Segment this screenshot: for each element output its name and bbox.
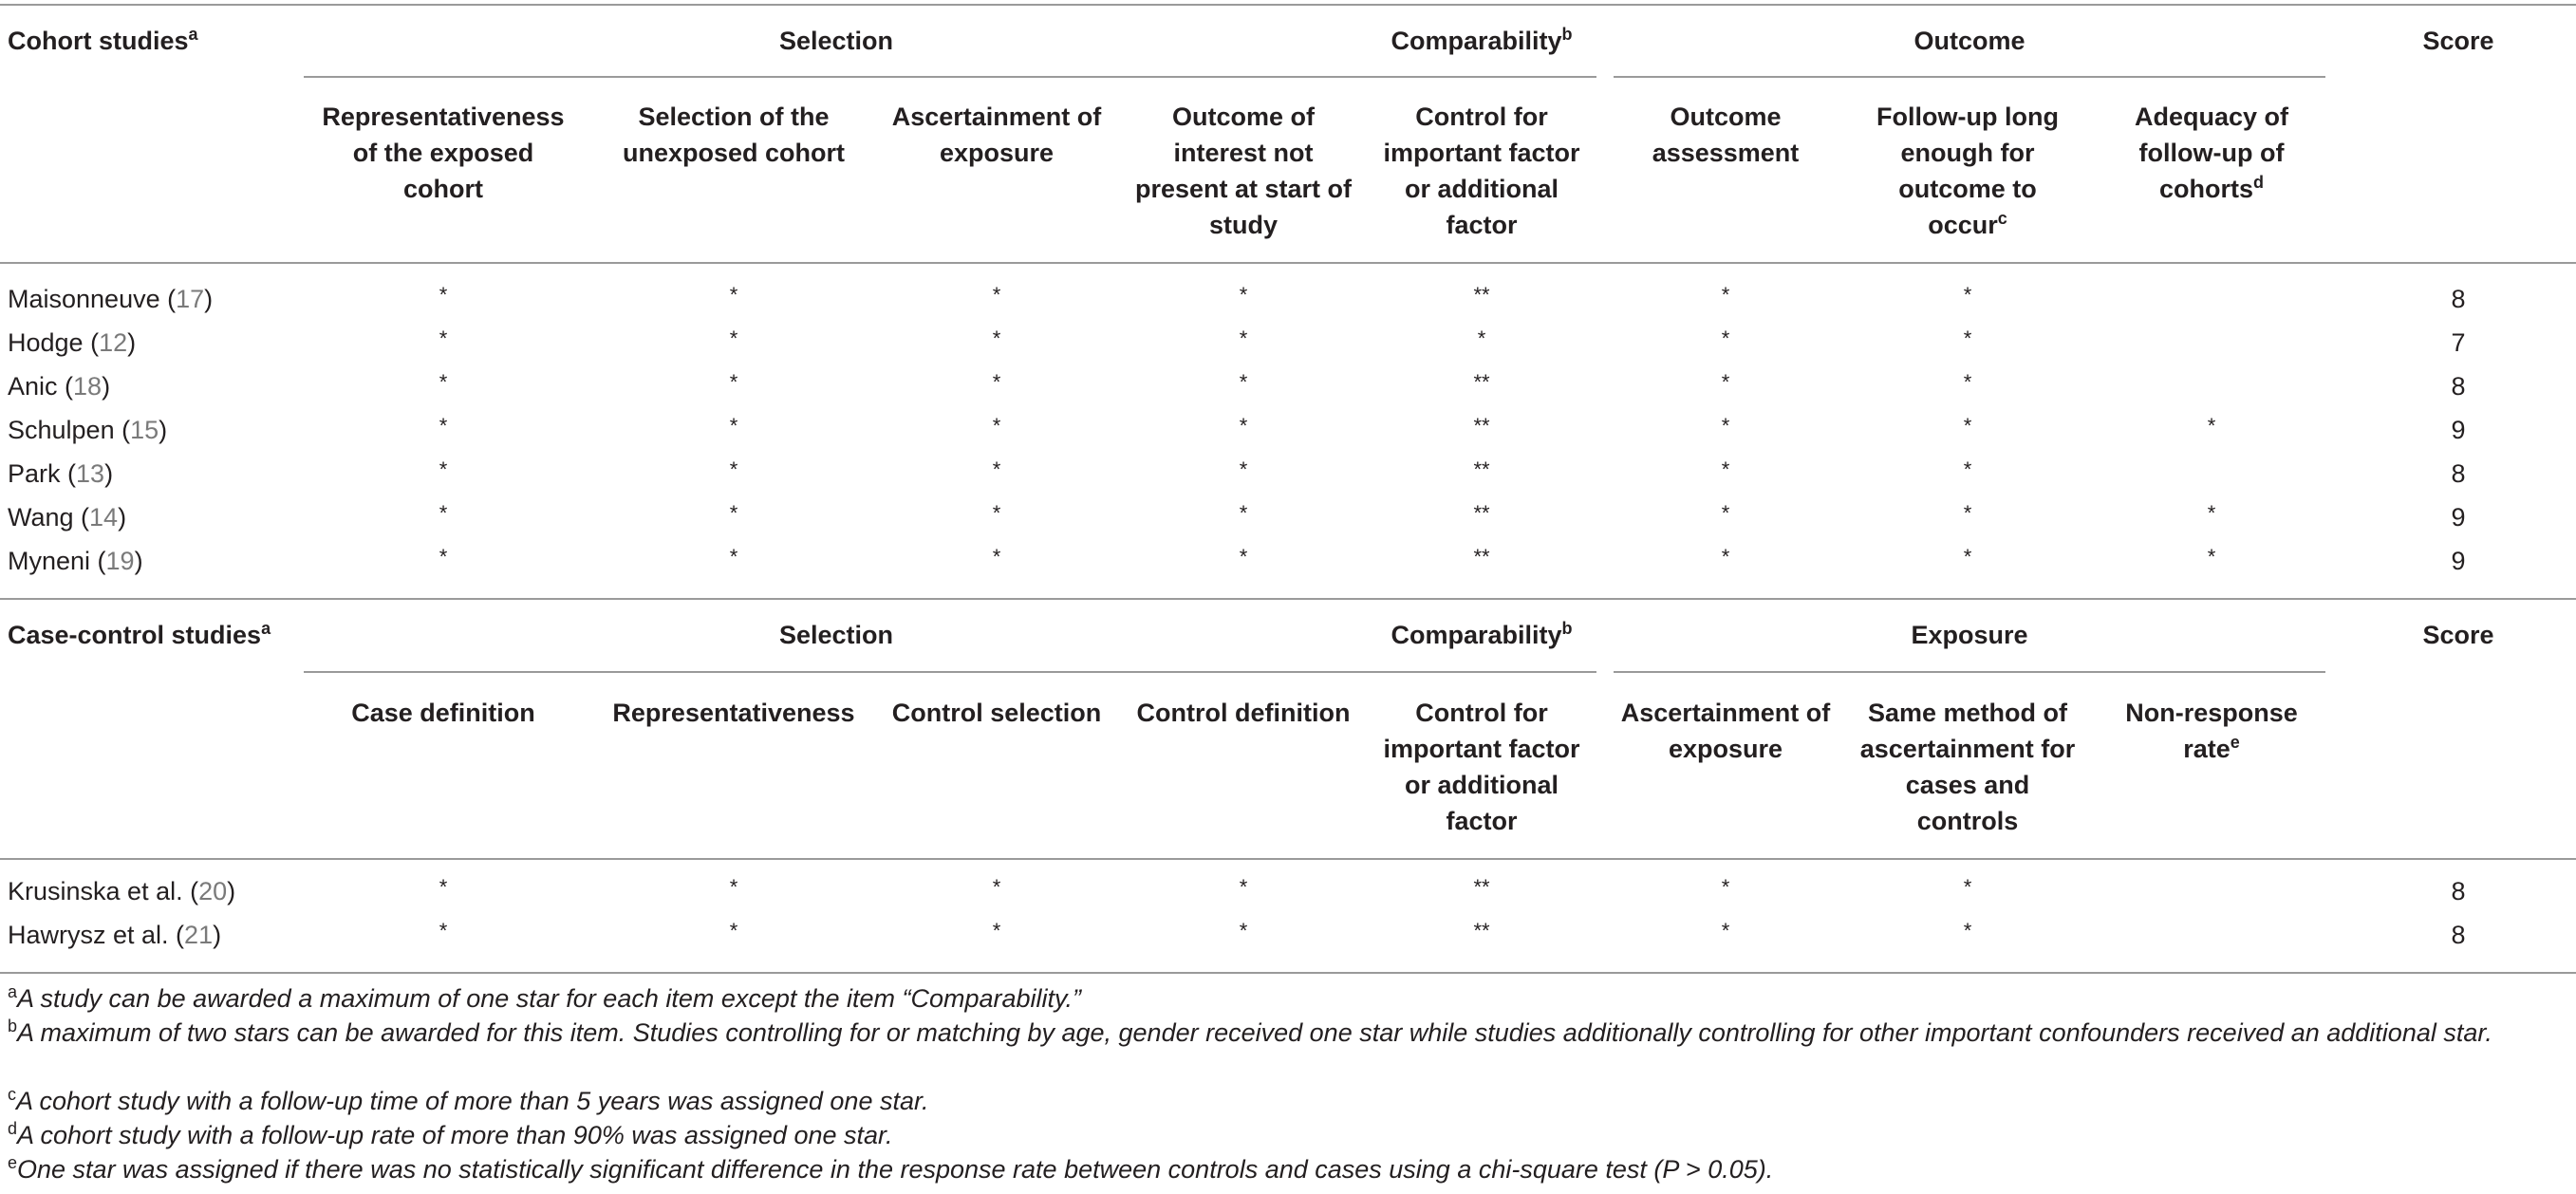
cohort-star-cell: *	[1963, 283, 1972, 307]
rule-cc-comparability	[1367, 671, 1596, 673]
cc-star-cell: *	[1239, 875, 1248, 899]
footnote: $^e$One star was assigned if there was no statistically significant difference in the response rate between controls and cases using a chi-square test (P > 0.05).	[8, 1153, 1774, 1184]
citation-link[interactable]: 18	[73, 372, 103, 401]
cc-star-cell: *	[1721, 875, 1730, 899]
cohort-star-cell: *	[1963, 545, 1972, 569]
cohort-score-cell: 8	[2451, 459, 2466, 488]
cohort-star-cell: *	[439, 326, 448, 350]
cohort-star-cell: *	[1721, 414, 1730, 438]
cc-column-header: Case definition	[351, 699, 535, 727]
cohort-star-cell: *	[1721, 501, 1730, 525]
footnote: $^d$A cohort study with a follow-up rate of more than 90% was assigned one star.	[8, 1119, 893, 1149]
cohort-star-cell: *	[1963, 501, 1972, 525]
cohort-star-cell: *	[439, 370, 448, 394]
cohort-star-cell: *	[439, 545, 448, 569]
cc-column-header: Same method of ascertainment for cases and controls	[1859, 699, 2076, 835]
citation-link[interactable]: 21	[184, 921, 214, 949]
rule-cc-selection	[304, 671, 1369, 673]
cohort-star-cell: *	[729, 501, 738, 525]
cc-star-cell: *	[1721, 919, 1730, 942]
cohort-star-cell: **	[1473, 283, 1490, 307]
cohort-star-cell: *	[1239, 414, 1248, 438]
cohort-group-score: Score	[2422, 27, 2494, 55]
cohort-group-outcome: Outcome	[1913, 27, 2025, 55]
cohort-section-title: Cohort studies$^a$	[8, 25, 198, 55]
cohort-star-cell: *	[992, 326, 1001, 350]
cc-group-selection: Selection	[778, 621, 894, 649]
rule-cc-header-bottom	[0, 858, 2576, 860]
cc-star-cell: *	[1239, 919, 1248, 942]
rule-cohort-comparability	[1367, 76, 1596, 78]
cohort-study-name: Myneni (19)	[8, 547, 143, 575]
cohort-star-cell: *	[439, 501, 448, 525]
rule-table-bottom	[0, 972, 2576, 974]
cc-column-header: Representativeness	[612, 699, 855, 727]
cohort-star-cell: *	[439, 414, 448, 438]
rule-cc-exposure	[1614, 671, 2325, 673]
cohort-study-name: Wang (14)	[8, 503, 127, 532]
cohort-star-cell: *	[1963, 370, 1972, 394]
cc-score-cell: 8	[2451, 877, 2466, 905]
cohort-star-cell: *	[2207, 501, 2216, 525]
cc-star-cell: *	[1963, 875, 1972, 899]
cohort-star-cell: **	[1473, 501, 1490, 525]
citation-link[interactable]: 13	[76, 459, 105, 488]
cohort-column-header: Control for important factor or additional factor	[1383, 103, 1580, 239]
cohort-study-name: Anic (18)	[8, 372, 111, 401]
cc-star-cell: *	[439, 875, 448, 899]
cohort-star-cell: *	[992, 370, 1001, 394]
cc-study-name: Hawrysz et al. (21)	[8, 921, 222, 949]
cc-column-header: Control definition	[1136, 699, 1351, 727]
cohort-star-cell: **	[1473, 414, 1490, 438]
rule-cohort-selection	[304, 76, 1369, 78]
cohort-score-cell: 9	[2451, 503, 2466, 532]
cc-group-exposure: Exposure	[1911, 621, 2028, 649]
cc-star-cell: *	[439, 919, 448, 942]
cohort-star-cell: *	[1239, 545, 1248, 569]
cohort-group-selection: Selection	[778, 27, 894, 55]
cohort-star-cell: *	[1721, 545, 1730, 569]
citation-link[interactable]: 17	[176, 285, 205, 313]
cohort-star-cell: **	[1473, 457, 1490, 481]
cohort-star-cell: *	[1239, 326, 1248, 350]
cohort-column-header: Adequacy of follow-up of cohorts$^d$	[2134, 103, 2289, 203]
cc-star-cell: **	[1473, 919, 1490, 942]
rule-cohort-header-bottom	[0, 262, 2576, 264]
citation-link[interactable]: 14	[89, 503, 119, 532]
cohort-star-cell: *	[1721, 326, 1730, 350]
cohort-star-cell: *	[729, 283, 738, 307]
cc-star-cell: *	[729, 875, 738, 899]
footnote: $^c$A cohort study with a follow-up time of more than 5 years was assigned one star.	[8, 1085, 929, 1115]
cc-star-cell: *	[1963, 919, 1972, 942]
cohort-star-cell: *	[1963, 457, 1972, 481]
citation-link[interactable]: 12	[99, 328, 128, 357]
cohort-star-cell: *	[439, 457, 448, 481]
cc-group-comparability: Comparability$^b$	[1391, 619, 1573, 649]
cohort-column-header: Representativeness of the exposed cohort	[322, 103, 565, 203]
cohort-star-cell: *	[1963, 326, 1972, 350]
cohort-study-name: Park (13)	[8, 459, 114, 488]
cohort-star-cell: *	[2207, 545, 2216, 569]
cohort-star-cell: *	[992, 283, 1001, 307]
cohort-star-cell: *	[1239, 501, 1248, 525]
cohort-column-header: Ascertainment of exposure	[891, 103, 1102, 167]
cohort-star-cell: *	[992, 414, 1001, 438]
cohort-column-header: Outcome of interest not present at start of study	[1134, 103, 1353, 239]
cohort-score-cell: 9	[2451, 416, 2466, 444]
footnote: $^b$A maximum of two stars can be awarded for this item. Studies controlling for or matching by age, gender received one star while studies additionally controlling for other important confounders received an additional star.	[8, 1017, 2492, 1047]
cohort-star-cell: *	[1721, 457, 1730, 481]
cc-star-cell: *	[992, 875, 1001, 899]
cc-column-header: Ascertainment of exposure	[1620, 699, 1831, 763]
cohort-star-cell: *	[1721, 283, 1730, 307]
cohort-column-header: Outcome assessment	[1652, 103, 1800, 167]
rule-section-divider	[0, 598, 2576, 600]
cohort-score-cell: 7	[2451, 328, 2466, 357]
cohort-star-cell: *	[2207, 414, 2216, 438]
cohort-star-cell: *	[729, 457, 738, 481]
footnote: $^a$A study can be awarded a maximum of one star for each item except the item “Comparability.”	[8, 982, 1082, 1013]
rule-cohort-outcome	[1614, 76, 2325, 78]
cohort-column-header: Follow-up long enough for outcome to occur$^c$	[1876, 103, 2059, 239]
cohort-score-cell: 9	[2451, 547, 2466, 575]
cohort-score-cell: 8	[2451, 372, 2466, 401]
cohort-star-cell: *	[1239, 370, 1248, 394]
cc-column-header: Control for important factor or additional factor	[1383, 699, 1580, 835]
cohort-column-header: Selection of the unexposed cohort	[622, 103, 846, 167]
cohort-star-cell: *	[1721, 370, 1730, 394]
cohort-study-name: Hodge (12)	[8, 328, 137, 357]
cohort-star-cell: *	[729, 545, 738, 569]
cc-score-cell: 8	[2451, 921, 2466, 949]
cohort-star-cell: *	[1239, 457, 1248, 481]
cc-column-header: Non-response rate$^e$	[2125, 699, 2298, 763]
cohort-star-cell: *	[1239, 283, 1248, 307]
cohort-star-cell: *	[729, 326, 738, 350]
cc-group-score: Score	[2422, 621, 2494, 649]
cc-star-cell: **	[1473, 875, 1490, 899]
cohort-star-cell: *	[439, 283, 448, 307]
cohort-star-cell: *	[729, 414, 738, 438]
cohort-star-cell: *	[992, 457, 1001, 481]
cc-study-name: Krusinska et al. (20)	[8, 877, 236, 905]
cohort-study-name: Schulpen (15)	[8, 416, 168, 444]
cohort-group-comparability: Comparability$^b$	[1391, 25, 1573, 55]
cc-column-header: Control selection	[891, 699, 1102, 727]
cohort-score-cell: 8	[2451, 285, 2466, 313]
cc-star-cell: *	[992, 919, 1001, 942]
cohort-study-name: Maisonneuve (17)	[8, 285, 214, 313]
cohort-star-cell: **	[1473, 370, 1490, 394]
cohort-star-cell: **	[1473, 545, 1490, 569]
citation-link[interactable]: 20	[198, 877, 228, 905]
cohort-star-cell: *	[992, 501, 1001, 525]
cohort-star-cell: *	[992, 545, 1001, 569]
citation-link[interactable]: 15	[130, 416, 159, 444]
cc-star-cell: *	[729, 919, 738, 942]
cohort-star-cell: *	[729, 370, 738, 394]
casecontrol-section-title: Case-control studies$^a$	[8, 619, 271, 649]
cohort-star-cell: *	[1477, 326, 1486, 350]
citation-link[interactable]: 19	[105, 547, 135, 575]
rule-top	[0, 4, 2576, 6]
cohort-star-cell: *	[1963, 414, 1972, 438]
